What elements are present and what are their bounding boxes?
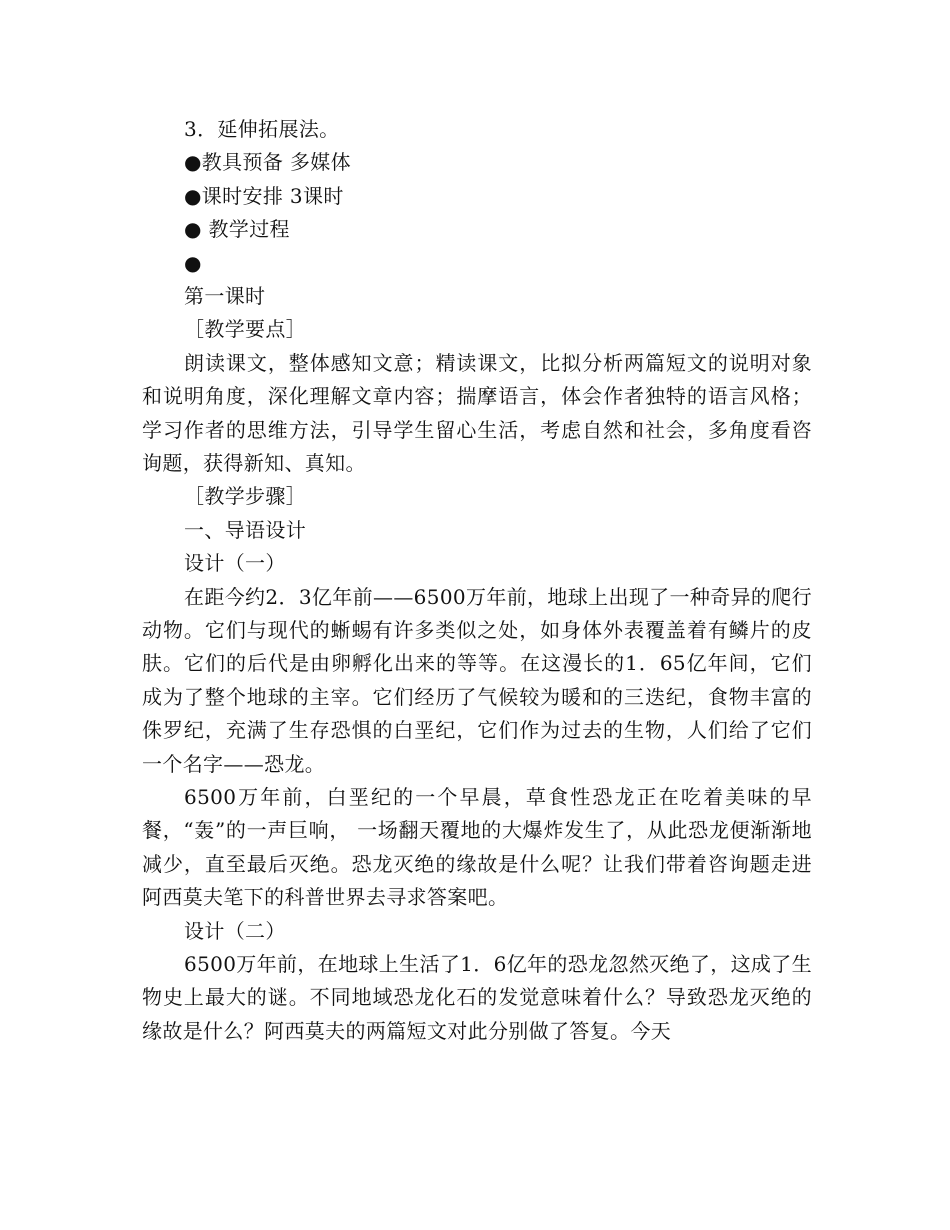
design-two-heading: 设计（二） <box>184 918 286 943</box>
intro-design-heading: 一、导语设计 <box>184 517 307 542</box>
teaching-aids-line: ●教具预备 多媒体 <box>184 150 351 175</box>
design-one-paragraph-2: 6500万年前，白垩纪的一个早晨，草食性恐龙正在吃着美味的早餐，“轰”的一声巨响， 一场翻天覆地的大爆炸发生了，从此恐龙便渐渐地减少，直至最后灭绝。恐龙灭绝的缘故是什么呢？让我们带着咨询题走进阿西莫夫笔下的科普世界去寻求答案吧。 <box>142 784 812 910</box>
lesson-one-heading: 第一课时 <box>184 283 266 308</box>
teaching-process-line: ● 教学过程 <box>184 217 290 242</box>
method-item-3: 3．延伸拓展法。 <box>184 117 340 141</box>
design-one-paragraph: 在距今约2．3亿年前——6500万年前，地球上出现了一种奇异的爬行动物。它们与现代的蜥蜴有许多类似之处，如身体外表覆盖着有鳞片的皮肤。它们的后代是由卵孵化出来的等等。在这漫长的1．65亿年间，它们成为了整个地球的主宰。它们经历了气候较为暖和的三迭纪，食物丰富的侏罗纪，充满了生存恐惧的白垩纪，它们作为过去的生物，人们给了它们一个名字——恐龙。 <box>142 584 812 776</box>
empty-bullet-line: ● <box>184 250 202 275</box>
steps-heading: ［教学步骤］ <box>184 484 307 509</box>
design-one-heading: 设计（一） <box>184 551 286 576</box>
key-points-paragraph: 朗读课文，整体感知文意；精读课文，比拟分析两篇短文的说明对象和说明角度，深化理解文章内容；揣摩语言，体会作者独特的语言风格；学习作者的思维方法，引导学生留心生活，考虑自然和社会，多角度看咨询题，获得新知、真知。 <box>142 350 812 475</box>
key-points-heading: ［教学要点］ <box>184 317 307 342</box>
document-page <box>142 113 812 1048</box>
design-two-paragraph: 6500万年前，在地球上生活了1．6亿年的恐龙忽然灭绝了，这成了生物史上最大的谜。不同地域恐龙化石的发觉意味着什么？导致恐龙灭绝的缘故是什么？阿西莫夫的两篇短文对此分别做了答复。今天 <box>142 951 812 1043</box>
class-hours-line: ●课时安排 3课时 <box>184 183 344 208</box>
